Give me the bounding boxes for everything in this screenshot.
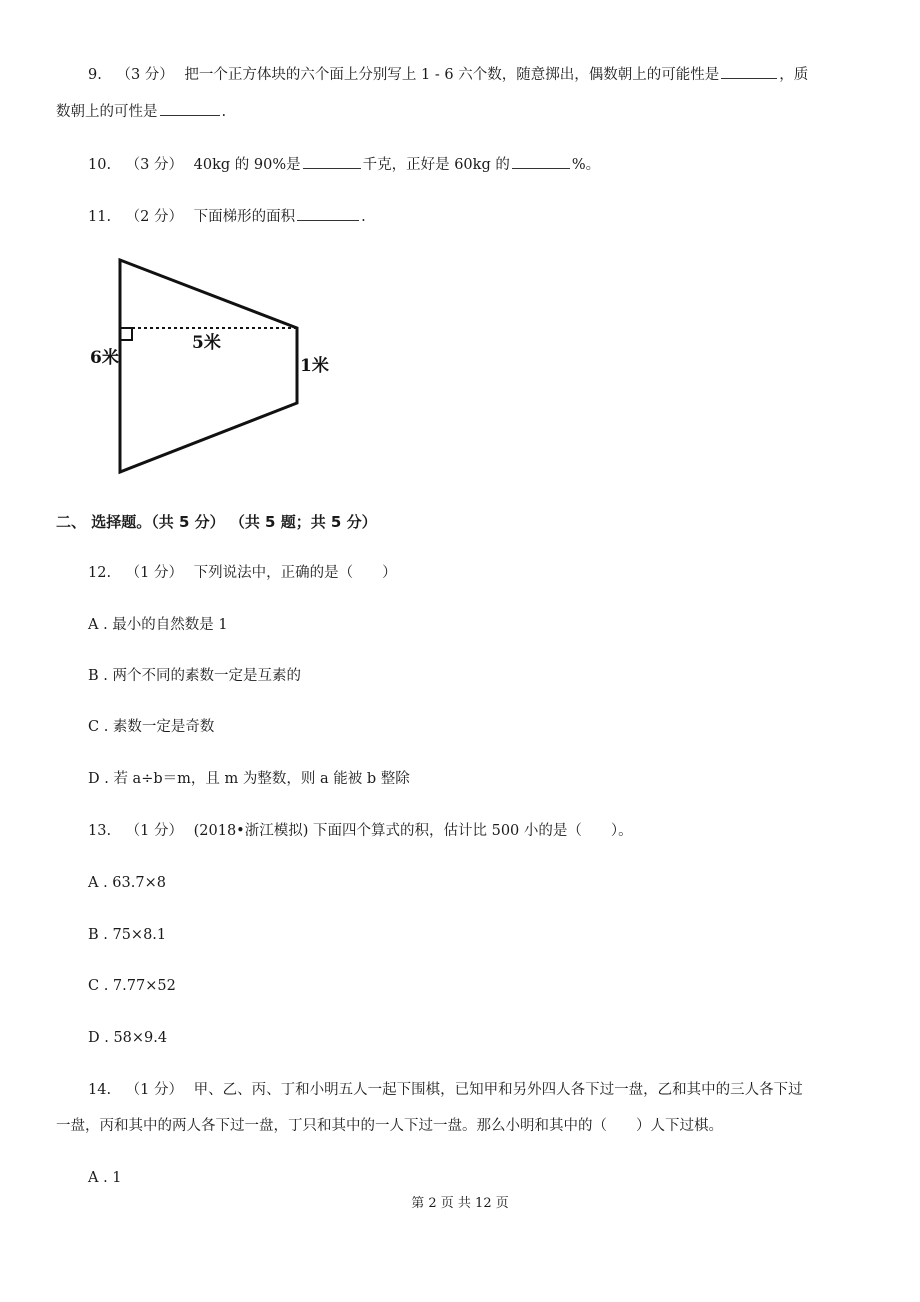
q9-number: 9.: [88, 67, 102, 83]
right-angle-mark: [120, 328, 132, 340]
q11-number: 11.: [88, 209, 112, 225]
q12-option-d[interactable]: D . 若 a÷b＝m，且 m 为整数，则 a 能被 b 整除: [88, 771, 410, 787]
q10-number: 10.: [88, 157, 112, 173]
q10-blank-1[interactable]: [303, 154, 361, 169]
q9-score: （3 分）: [116, 67, 174, 83]
q14-line1: [88, 1080, 803, 1100]
q12-line: [88, 563, 397, 583]
q9-line1: [88, 64, 808, 85]
q14-text-a: 甲、乙、丙、丁和小明五人一起下围棋，已知甲和另外四人各下过一盘，乙和其中的三人各下过: [193, 1082, 803, 1098]
left-label: 6米: [90, 348, 119, 368]
q9-text-d: .: [221, 104, 227, 120]
q11-blank[interactable]: [297, 206, 359, 221]
page-footer: 第 2 页 共 12 页: [411, 1196, 509, 1211]
q12-option-b[interactable]: B . 两个不同的素数一定是互素的: [88, 668, 301, 684]
q12-text: 下列说法中，正确的是（ ）: [193, 565, 397, 581]
q13-option-b[interactable]: B . 75×8.1: [88, 927, 167, 943]
trapezoid-figure: [80, 250, 340, 490]
q11-line: [88, 206, 366, 227]
q10-line: [88, 154, 600, 175]
q10-text-b: 千克，正好是 60kg 的: [362, 157, 510, 173]
q14-number: 14.: [88, 1082, 112, 1098]
q12-option-a[interactable]: A . 最小的自然数是 1: [88, 617, 228, 633]
q9-blank-2[interactable]: [160, 101, 220, 116]
q9-text-a: 把一个正方体块的六个面上分别写上 1 - 6 六个数，随意掷出，偶数朝上的可能性是: [184, 67, 720, 83]
q13-number: 13.: [88, 823, 112, 839]
q9-text-c: 数朝上的可性是: [56, 104, 158, 120]
section2-title: 二、 选择题。（共 5 分） （共 5 题；共 5 分）: [56, 513, 377, 531]
q13-line: [88, 821, 633, 841]
q13-option-a[interactable]: A . 63.7×8: [88, 875, 166, 891]
q13-text: (2018•浙江模拟) 下面四个算式的积，估计比 500 小的是（ ）。: [193, 823, 633, 839]
q9-line2: [56, 101, 226, 122]
q12-score: （1 分）: [125, 565, 184, 581]
q13-option-d[interactable]: D . 58×9.4: [88, 1030, 168, 1046]
q11-text-b: .: [361, 209, 366, 225]
q9-text-b: ，质: [779, 67, 809, 83]
q10-blank-2[interactable]: [512, 154, 570, 169]
q10-text-a: 40kg 的 90%是: [193, 157, 301, 173]
trapezoid-shape: [120, 260, 297, 472]
q14-text-b: 一盘，丙和其中的两人各下过一盘，丁只和其中的一人下过一盘。那么小明和其中的（ ）人下过棋。: [56, 1118, 723, 1134]
q14-score: （1 分）: [125, 1082, 184, 1098]
q11-score: （2 分）: [125, 209, 184, 225]
middle-label: 5米: [192, 333, 221, 353]
q13-option-c[interactable]: C . 7.77×52: [88, 978, 176, 994]
q10-text-c: %。: [571, 157, 601, 173]
q13-score: （1 分）: [125, 823, 184, 839]
q10-score: （3 分）: [125, 157, 184, 173]
q12-option-c[interactable]: C . 素数一定是奇数: [88, 719, 215, 735]
q11-text-a: 下面梯形的面积: [193, 209, 296, 225]
right-label: 1米: [300, 356, 329, 376]
q12-number: 12.: [88, 565, 112, 581]
q14-option-a[interactable]: A . 1: [88, 1170, 122, 1186]
q9-blank-1[interactable]: [721, 64, 777, 79]
